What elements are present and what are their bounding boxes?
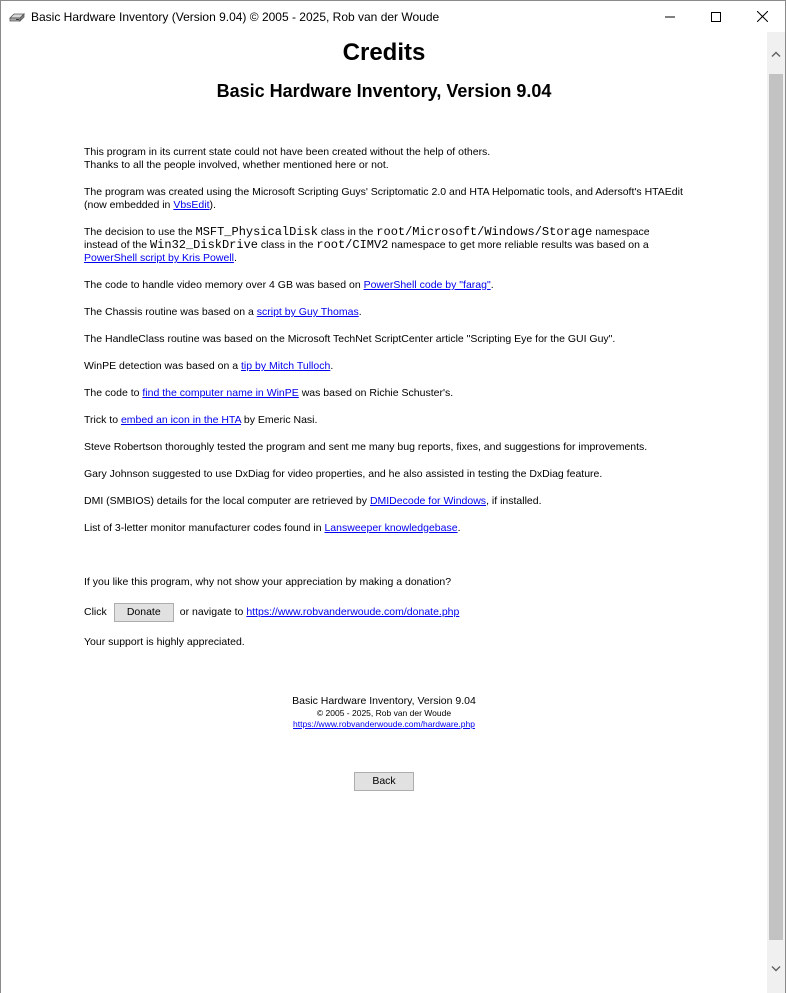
donation-thanks: Your support is highly appreciated. bbox=[84, 636, 245, 648]
chevron-down-icon bbox=[771, 966, 781, 972]
credit-computername: The code to find the computer name in WinPE was based on Richie Schuster's. bbox=[84, 387, 454, 399]
mitch-tulloch-link[interactable]: tip by Mitch Tulloch bbox=[241, 360, 331, 372]
scroll-down-button[interactable] bbox=[767, 951, 785, 987]
minimize-icon bbox=[665, 12, 675, 22]
credit-video-memory: The code to handle video memory over 4 GB was based on PowerShell code by "farag". bbox=[84, 279, 494, 291]
hard-drive-icon bbox=[9, 9, 25, 25]
maximize-icon bbox=[711, 12, 721, 22]
page-title: Credits bbox=[342, 39, 426, 66]
navigate-text: or navigate to bbox=[179, 606, 244, 618]
donate-url-link[interactable]: https://www.robvanderwoude.com/donate.php bbox=[246, 606, 460, 618]
donation-row bbox=[84, 603, 684, 622]
credit-gary-johnson: Gary Johnson suggested to use DxDiag for video properties, and he also assisted in testing the DxDiag feature. bbox=[84, 468, 603, 480]
credit-chassis: The Chassis routine was based on a script by Guy Thomas. bbox=[84, 306, 362, 318]
maximize-button[interactable] bbox=[693, 1, 739, 32]
chevron-up-icon bbox=[771, 51, 781, 57]
dmidecode-link[interactable]: DMIDecode for Windows bbox=[369, 495, 487, 507]
footer-link[interactable]: https://www.robvanderwoude.com/hardware.php bbox=[293, 719, 475, 729]
kris-powell-link[interactable]: PowerShell script by Kris Powell bbox=[84, 252, 234, 264]
page-subtitle: Basic Hardware Inventory, Version 9.04 bbox=[216, 81, 552, 101]
credits-intro: This program in its current state could not have been created without the help of others. Thanks to all the people involved, whether mentioned here or not. bbox=[84, 146, 491, 171]
click-label: Click bbox=[84, 606, 107, 618]
winpe-computername-link[interactable]: find the computer name in WinPE bbox=[142, 387, 299, 399]
footer bbox=[1, 695, 767, 730]
farag-link[interactable]: PowerShell code by "farag" bbox=[363, 279, 491, 291]
scroll-thumb[interactable] bbox=[769, 74, 783, 940]
credit-lansweeper: List of 3-letter monitor manufacturer codes found in Lansweeper knowledgebase. bbox=[84, 522, 461, 534]
donate-button[interactable]: Donate bbox=[114, 603, 174, 622]
title-bar[interactable] bbox=[1, 1, 785, 32]
embed-icon-link[interactable]: embed an icon in the HTA bbox=[120, 414, 241, 426]
credit-scriptomatic: The program was created using the Microsoft Scripting Guys' Scriptomatic 2.0 and HTA Helpomatic tools, and Adersoft's HTAEdit (now embedded in VbsEdit). bbox=[84, 186, 683, 211]
back-button[interactable]: Back bbox=[354, 772, 414, 791]
credits-page bbox=[1, 32, 767, 993]
credit-winpe: WinPE detection was based on a tip by Mitch Tulloch. bbox=[84, 360, 334, 372]
donation-question: If you like this program, why not show your appreciation by making a donation? bbox=[84, 576, 452, 588]
credit-physicaldisk: The decision to use the MSFT_PhysicalDisk class in the root/Microsoft/Windows/Storage namespace instead of the Win32_DiskDrive class in the root/CIMV2 namespace to get more reliable results was based on a PowerShell script by Kris Powell. bbox=[84, 225, 650, 264]
window-title: Basic Hardware Inventory (Version 9.04) © 2005 - 2025, Rob van der Woude bbox=[31, 9, 440, 24]
footer-copyright: © 2005 - 2025, Rob van der Woude bbox=[316, 708, 452, 718]
vertical-scrollbar[interactable] bbox=[767, 32, 785, 993]
guy-thomas-link[interactable]: script by Guy Thomas bbox=[256, 306, 359, 318]
scroll-up-button[interactable] bbox=[767, 36, 785, 72]
close-icon bbox=[757, 11, 768, 22]
footer-version: Basic Hardware Inventory, Version 9.04 bbox=[292, 695, 476, 707]
credit-dmidecode: DMI (SMBIOS) details for the local computer are retrieved by DMIDecode for Windows, if installed. bbox=[84, 495, 542, 507]
credit-handleclass: The HandleClass routine was based on the Microsoft TechNet ScriptCenter article "Scripting Eye for the GUI Guy". bbox=[84, 333, 616, 345]
minimize-button[interactable] bbox=[647, 1, 693, 32]
credit-steve-robertson: Steve Robertson thoroughly tested the program and sent me many bug reports, fixes, and suggestions for improvements. bbox=[84, 441, 648, 453]
credits-body bbox=[84, 146, 684, 663]
caption-buttons bbox=[647, 1, 785, 32]
credit-icon: Trick to embed an icon in the HTA by Emeric Nasi. bbox=[84, 414, 318, 426]
vbsedit-link[interactable]: VbsEdit bbox=[173, 199, 210, 211]
close-button[interactable] bbox=[739, 1, 785, 32]
lansweeper-link[interactable]: Lansweeper knowledgebase bbox=[324, 522, 458, 534]
